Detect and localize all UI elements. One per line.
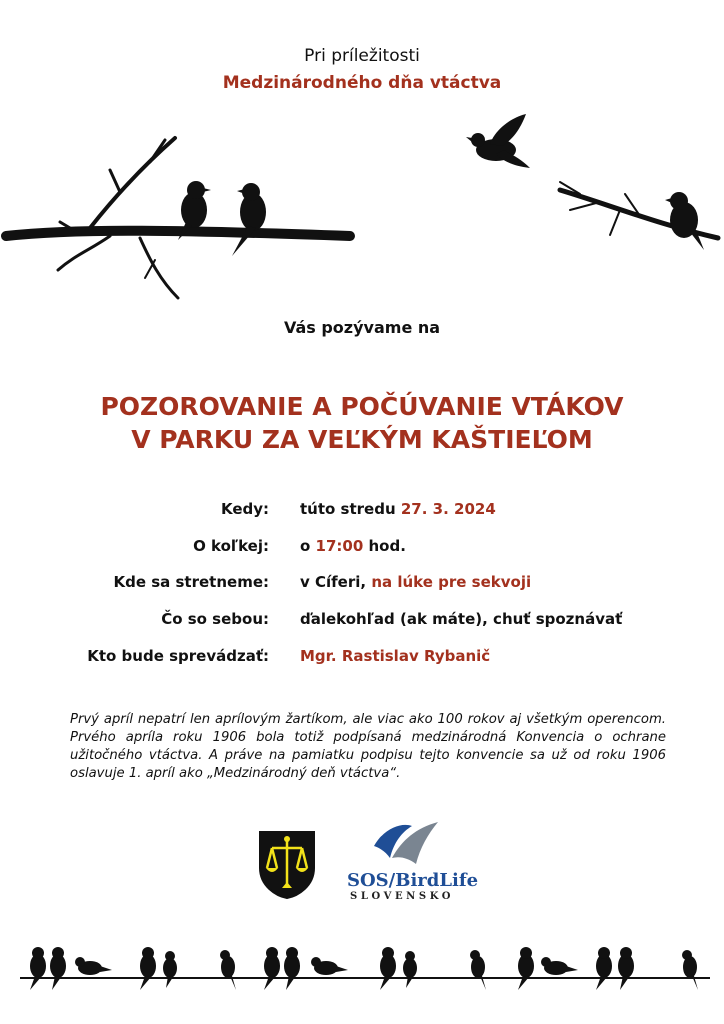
branch-birds-illustration — [0, 110, 724, 310]
time-post: hod. — [363, 537, 406, 555]
when-value — [300, 500, 496, 518]
meet-text: v Cíferi, — [300, 573, 372, 591]
when-date: 27. 3. 2024 — [400, 500, 496, 518]
detail-row-guide — [0, 647, 724, 671]
time-label: O koľkej: — [193, 537, 269, 555]
history-paragraph: Prvý apríl nepatrí len aprílovým žartíkom, ale viac ako 100 rokov aj všetkým operencom. Prvého apríla roku 1906 bola totiž podpísaná medzinárodná Konvencia o ochrane užitočného vtáctva. A práve na pamiatku podpisu tejto konvencie sa už od roku 1906 oslavuje 1. apríl ako „Medzinárodný deň vtáctva“. — [70, 712, 666, 781]
bird-center-icon — [232, 183, 266, 256]
when-label: Kedy: — [220, 500, 269, 518]
meet-value — [300, 573, 531, 591]
bring-value: ďalekohľad (ak máte), chuť spoznávať — [300, 610, 623, 628]
bottom-birds-icon — [30, 947, 698, 990]
occasion-name: Medzinárodného dňa vtáctva — [222, 73, 502, 93]
bring-label: Čo so sebou: — [161, 610, 269, 628]
when-text: túto stredu — [300, 500, 401, 518]
guide-label: Kto bude sprevádzať: — [87, 647, 269, 665]
meet-place: na lúke pre sekvoji — [371, 573, 532, 591]
detail-row-bring — [0, 610, 724, 634]
guide-name: Mgr. Rastislav Rybanič — [300, 647, 491, 665]
birdlife-name: SOS/BirdLife — [347, 870, 479, 891]
municipal-crest-icon — [258, 830, 316, 900]
time-pre: o — [300, 537, 316, 555]
birdlife-logo-icon — [372, 818, 442, 868]
bird-right-icon — [665, 192, 704, 250]
flying-bird-icon — [466, 114, 530, 168]
meet-label: Kde sa stretneme: — [113, 573, 269, 591]
detail-row-time — [0, 537, 724, 561]
birdlife-country: SLOVENSKO — [350, 891, 455, 902]
event-title — [0, 390, 724, 456]
wire-birds-illustration — [0, 940, 724, 1020]
time-hour: 17:00 — [315, 537, 364, 555]
occasion-text: Pri príležitosti — [304, 46, 420, 66]
detail-row-meet — [0, 573, 724, 597]
event-title-line1: POZOROVANIE A POČÚVANIE VTÁKOV — [100, 392, 624, 421]
detail-row-when — [0, 500, 724, 524]
time-value — [300, 537, 406, 555]
invite-text: Vás pozývame na — [283, 318, 441, 337]
event-title-line2: V PARKU ZA VEĽKÝM KAŠTIEĽOM — [131, 425, 593, 454]
